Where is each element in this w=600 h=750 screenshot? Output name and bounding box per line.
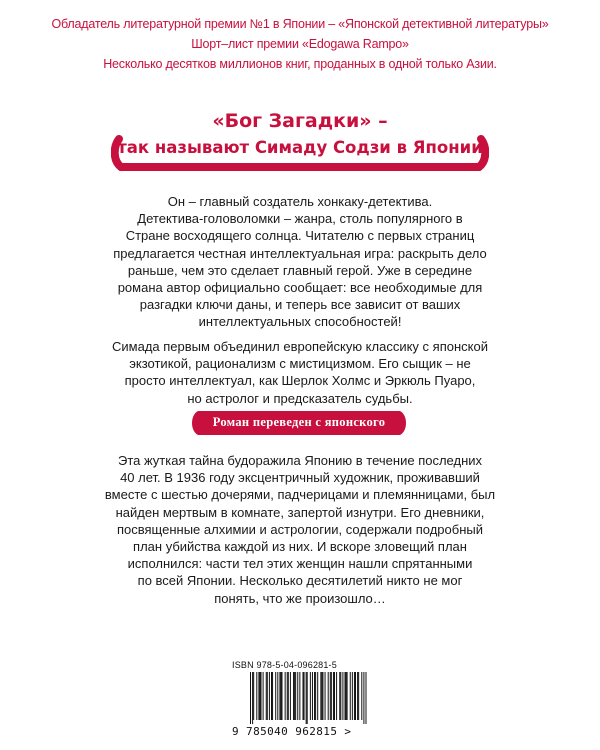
- barcode-bar: [358, 672, 359, 720]
- paragraph-line: Стране восходящего солнца. Читателю с первых страниц: [125, 228, 475, 244]
- barcode-bar: [261, 672, 262, 720]
- award-line-1: Обладатель литературной премии №1 в Японии – «Японской детективной литературы»: [51, 17, 549, 31]
- paragraph-line: по всей Японии. Несколько десятилетий никто не мог: [137, 573, 463, 589]
- barcode-bar: [361, 672, 362, 720]
- barcode-bar: [285, 672, 286, 720]
- translation-ribbon-label: Роман переведен с японского: [212, 415, 386, 429]
- barcode-bar: [355, 672, 356, 720]
- paragraph-line: романа автор официально сообщает: все необходимые для: [117, 280, 483, 296]
- barcode-bar: [307, 672, 308, 724]
- paragraph-line: просто интеллектуал, как Шерлок Холмс и Эркюль Пуаро,: [124, 373, 476, 389]
- barcode-bar: [330, 672, 331, 720]
- paragraph-line: Симада первым объединил европейскую классику с японской: [112, 339, 488, 354]
- isbn-label: ISBN 978-5-04-096281-5: [232, 660, 337, 670]
- barcode-bar: [258, 672, 259, 720]
- paragraph-line: вместе с шестью дочерями, падчерицами и племянницами, был: [104, 487, 496, 503]
- headline-line-1: «Бог Загадки» –: [212, 110, 388, 132]
- barcode-bar: [275, 672, 276, 720]
- barcode-bar: [314, 672, 315, 720]
- barcode-bar: [266, 672, 267, 720]
- barcode-bar: [325, 672, 326, 720]
- barcode-bar: [328, 672, 329, 720]
- barcode-bar: [287, 672, 288, 720]
- barcode-bar: [263, 672, 264, 720]
- barcode-bar: [299, 672, 300, 720]
- paragraph-line: 40 лет. В 1936 году эксцентричный художник, проживавший: [120, 470, 480, 486]
- paragraph-line: раньше, чем это сделает главный герой. Уже в середине: [127, 262, 473, 278]
- paragraph-line: найден мертвым в комнате, запертой изнутри. Его дневники,: [115, 504, 485, 520]
- barcode-bar: [279, 672, 280, 720]
- paragraph-line: но астролог и предсказатель судьбы.: [187, 390, 413, 406]
- barcode-bar: [350, 672, 351, 720]
- paragraph-line: Эта жуткая тайна будоражила Японию в течение последних: [117, 453, 483, 468]
- barcode-bar: [303, 672, 304, 720]
- paragraph-line: план убийства каждой из них. И вскоре зловещий план: [133, 539, 467, 555]
- barcode-bar: [310, 672, 311, 720]
- barcode-bar: [272, 672, 273, 720]
- barcode-bar: [282, 672, 283, 720]
- barcode-bar: [312, 672, 313, 720]
- barcode-bar: [293, 672, 294, 720]
- barcode-bar: [336, 672, 337, 720]
- paragraph-line: исполнился: части тел этих женщин нашли спрятанными: [127, 556, 473, 572]
- barcode-bar: [277, 672, 278, 720]
- barcode-bar: [342, 672, 343, 720]
- barcode-bar: [269, 672, 270, 720]
- barcode-bar: [366, 672, 367, 724]
- paragraph-line: понять, что же произошло…: [214, 590, 386, 606]
- barcode-bar: [290, 672, 291, 720]
- paragraph-line: экзотикой, рационализм с мистицизмом. Его сыщик – не: [129, 356, 471, 372]
- barcode-bar: [334, 672, 335, 720]
- barcode-bar: [297, 672, 298, 720]
- barcode-digits: 9 785040 962815 >: [232, 725, 352, 738]
- paragraph-line: Детектива-головоломки – жанра, столь популярного в: [137, 211, 463, 227]
- barcode-bar: [340, 672, 341, 720]
- headline-bracket: [111, 135, 489, 179]
- barcode-bar: [339, 672, 340, 720]
- barcode-bar: [354, 672, 355, 720]
- paragraph-line: Он – главный создатель хонкаку-детектива.: [167, 194, 433, 209]
- barcode-bar: [345, 672, 346, 720]
- award-line-2: Шорт–лист премии «Edogawa Rampo»: [191, 37, 409, 51]
- headline-line-2: так называют Симаду Содзи в Японии: [117, 138, 483, 157]
- barcode-bar: [295, 672, 296, 720]
- paragraph-author: [0, 338, 600, 407]
- barcode-bar: [294, 672, 295, 720]
- awards-block: [0, 14, 600, 74]
- barcode-bar: [320, 672, 321, 720]
- barcode-bar: [267, 672, 268, 720]
- paragraph-plot: [0, 452, 600, 607]
- barcode-bar: [280, 672, 281, 720]
- barcode-bar: [259, 672, 260, 720]
- paragraph-line: предлагается честная интеллектуальная игра: раскрыть дело: [113, 245, 487, 261]
- barcode-bar: [304, 672, 305, 720]
- barcode: [248, 672, 368, 724]
- barcode-bar: [333, 672, 334, 720]
- paragraph-line: разгадки ключи даны, и теперь все зависит от ваших: [139, 297, 461, 313]
- barcode-bar: [331, 672, 332, 720]
- barcode-bar: [252, 672, 253, 724]
- barcode-bar: [288, 672, 289, 720]
- barcode-bar: [357, 672, 358, 720]
- barcode-bar: [250, 672, 251, 724]
- barcode-bar: [317, 672, 318, 720]
- barcode-bar: [256, 672, 257, 720]
- barcode-bar: [253, 672, 254, 720]
- barcode-bar: [271, 672, 272, 720]
- barcode-bar: [315, 672, 316, 720]
- barcode-bar: [306, 672, 307, 724]
- award-line-3: Несколько десятков миллионов книг, проданных в одной только Азии.: [103, 57, 497, 71]
- barcode-bar: [347, 672, 348, 720]
- barcode-bar: [322, 672, 323, 720]
- paragraph-intro: [0, 193, 600, 331]
- barcode-bar: [346, 672, 347, 720]
- barcode-bar: [352, 672, 353, 720]
- barcode-bar: [363, 672, 364, 724]
- paragraph-line: интеллектуальных способностей!: [198, 314, 402, 330]
- paragraph-line: посвященные алхимии и астрологии, содержали подробный: [116, 521, 483, 537]
- barcode-bar: [321, 672, 322, 720]
